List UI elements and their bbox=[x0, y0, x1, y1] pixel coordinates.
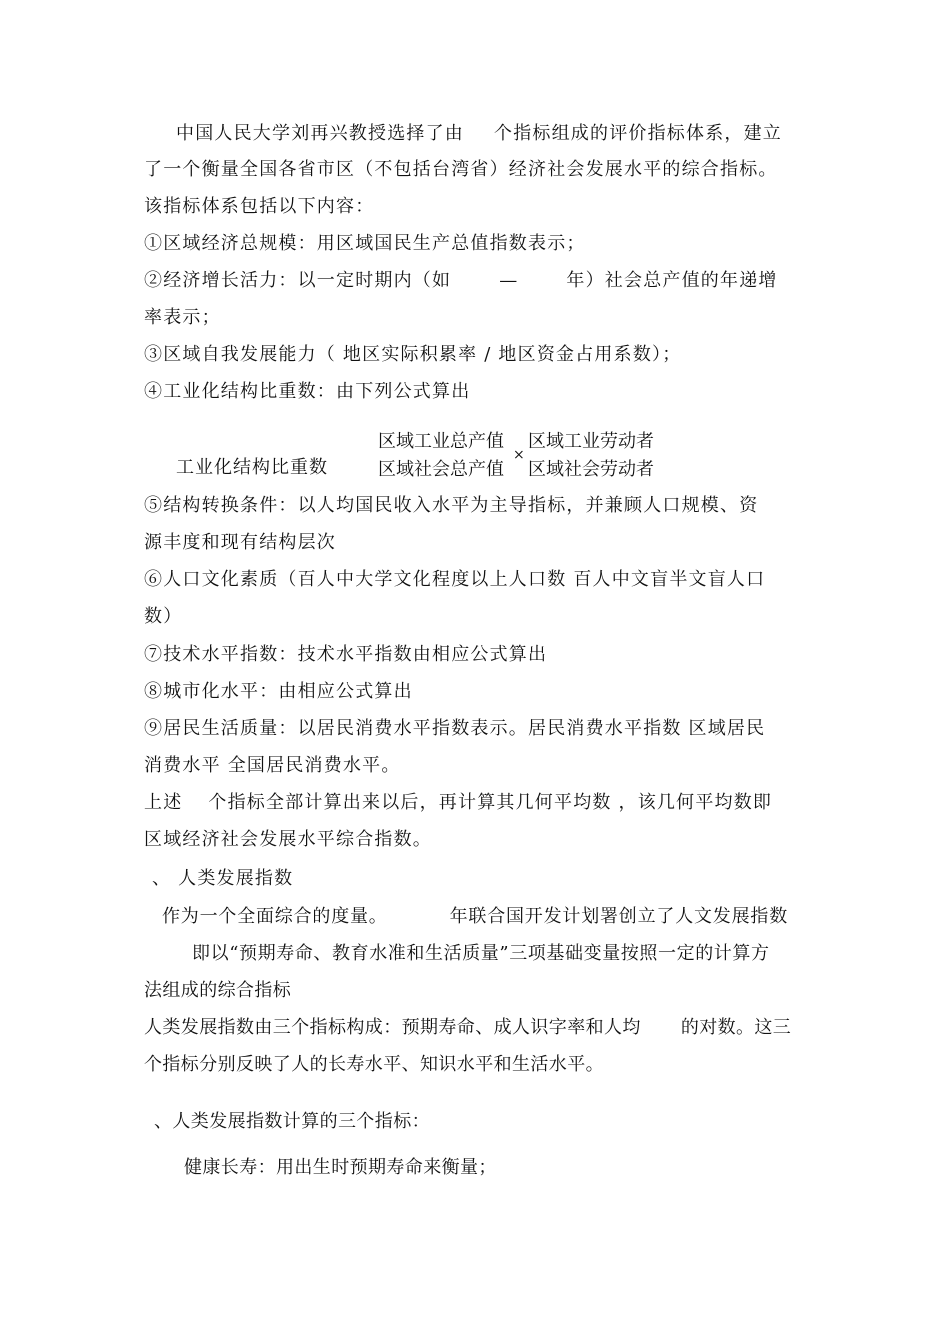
list-item-2-line-1 bbox=[144, 269, 814, 293]
list-item-5-line-2: 源丰度和现有结构层次 bbox=[144, 532, 336, 553]
list-item-6-line-2: 数） bbox=[144, 606, 183, 627]
list-item-3: ③区域自我发展能力（ 地区实际积累率 / 地区资金占用系数）； bbox=[144, 344, 682, 365]
list-item-9-line-1: ⑨居民生活质量：以居民消费水平指数表示。居民消费水平指数 区域居民 bbox=[144, 718, 766, 739]
list-item-4: ④工业化结构比重数：由下列公式算出 bbox=[144, 381, 471, 402]
formula-numerator-1: 区域工业总产值 bbox=[378, 431, 504, 452]
summary-line-1 bbox=[144, 791, 814, 815]
hdi-paragraph-line-3: 法组成的综合指标 bbox=[144, 980, 292, 1001]
summary-line-2: 区域经济社会发展水平综合指数。 bbox=[144, 829, 432, 850]
hdi-paragraph-line-2: 即以“预期寿命、教育水准和生活质量”三项基础变量按照一定的计算方 bbox=[192, 943, 770, 964]
text: 人类发展指数由三个指标构成：预期寿命、成人识字率和人均 bbox=[144, 1017, 641, 1038]
formula-lhs: 工业化结构比重数 bbox=[176, 457, 328, 478]
text: 年联合国开发计划署创立了人文发展指数 bbox=[449, 906, 789, 927]
list-item-6-line-1: ⑥人口文化素质（百人中大学文化程度以上人口数 百人中文盲半文盲人口 bbox=[144, 569, 766, 590]
text: 中国人民大学刘再兴教授选择了由 bbox=[176, 123, 464, 144]
text: 上述 bbox=[144, 792, 183, 813]
formula-denominator-1: 区域社会总产值 bbox=[378, 459, 504, 480]
text: 作为一个全面综合的度量。 bbox=[162, 906, 388, 927]
list-item-7: ⑦技术水平指数：技术水平指数由相应公式算出 bbox=[144, 644, 548, 665]
list-item-5-line-1: ⑤结构转换条件：以人均国民收入水平为主导指标，并兼顾人口规模、资 bbox=[144, 495, 759, 516]
paragraph-intro-line-3: 该指标体系包括以下内容： bbox=[144, 196, 375, 217]
text: ②经济增长活力：以一定时期内（如 bbox=[144, 270, 452, 291]
section-heading-hdi: 、 人类发展指数 bbox=[152, 868, 294, 889]
text: — bbox=[499, 270, 519, 291]
text: 的对数。这三 bbox=[680, 1017, 792, 1038]
section-heading-three-indicators: 、人类发展指数计算的三个指标： bbox=[154, 1111, 430, 1132]
text: 个指标全部计算出来以后，再计算其几何平均数 ，该几何平均数即 bbox=[208, 792, 773, 813]
indicator-health: 健康长寿：用出生时预期寿命来衡量； bbox=[184, 1157, 497, 1178]
paragraph-intro-line-2: 了一个衡量全国各省市区（不包括台湾省）经济社会发展水平的综合指标。 bbox=[144, 159, 778, 180]
formula-times-sign: × bbox=[513, 447, 525, 463]
hdi-paragraph-line-1 bbox=[162, 905, 832, 929]
list-item-1: ①区域经济总规模：用区域国民生产总值指数表示； bbox=[144, 233, 586, 254]
list-item-2-line-2: 率表示； bbox=[144, 307, 221, 328]
formula-denominator-2: 区域社会劳动者 bbox=[528, 459, 654, 480]
formula-numerator-2: 区域工业劳动者 bbox=[528, 431, 654, 452]
list-item-9-line-2: 消费水平 全国居民消费水平。 bbox=[144, 755, 401, 776]
hdi-components-line-2: 个指标分别反映了人的长寿水平、知识水平和生活水平。 bbox=[144, 1054, 604, 1075]
text: 个指标组成的评价指标体系，建立 bbox=[494, 123, 782, 144]
hdi-components-line-1 bbox=[144, 1016, 814, 1040]
list-item-8: ⑧城市化水平：由相应公式算出 bbox=[144, 681, 413, 702]
paragraph-intro-line-1 bbox=[176, 122, 814, 146]
text: 年）社会总产值的年递增 bbox=[566, 270, 778, 291]
